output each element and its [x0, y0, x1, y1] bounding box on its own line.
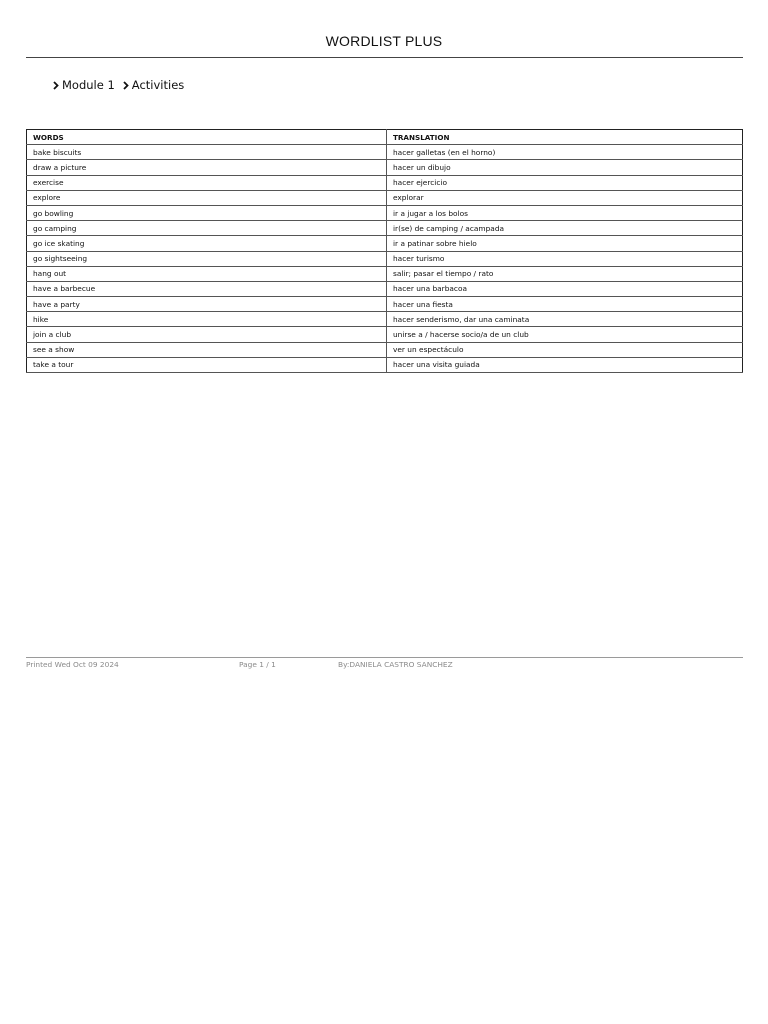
table-row — [27, 236, 743, 251]
translation-cell: hacer senderismo, dar una caminata — [387, 312, 743, 327]
table-row — [27, 221, 743, 236]
translation-cell: explorar — [387, 190, 743, 205]
word-cell: hike — [27, 312, 387, 327]
translation-cell: ir(se) de camping / acampada — [387, 221, 743, 236]
word-cell: join a club — [27, 327, 387, 342]
translation-cell: hacer una barbacoa — [387, 281, 743, 296]
table-header-row — [27, 130, 743, 145]
chevron-right-icon — [121, 78, 132, 92]
translation-cell: hacer galletas (en el horno) — [387, 145, 743, 160]
footer-page-number: Page 1 / 1 — [239, 660, 276, 669]
table-row — [27, 190, 743, 205]
table-row — [27, 312, 743, 327]
word-cell: go bowling — [27, 205, 387, 220]
table-row — [27, 175, 743, 190]
table-row — [27, 160, 743, 175]
table-row — [27, 357, 743, 372]
breadcrumb-item-module[interactable]: Module 1 — [62, 78, 115, 92]
translation-cell: hacer turismo — [387, 251, 743, 266]
word-cell: take a tour — [27, 357, 387, 372]
table-row — [27, 297, 743, 312]
footer-divider — [26, 657, 743, 658]
breadcrumb — [51, 78, 190, 92]
footer-printed-date: Printed Wed Oct 09 2024 — [26, 660, 119, 669]
translation-cell: hacer una visita guiada — [387, 357, 743, 372]
wordlist-table — [26, 129, 743, 373]
breadcrumb-item-activities[interactable]: Activities — [131, 78, 185, 92]
word-cell: go camping — [27, 221, 387, 236]
table-row — [27, 266, 743, 281]
word-cell: see a show — [27, 342, 387, 357]
word-cell: hang out — [27, 266, 387, 281]
page-title: WORDLIST PLUS — [325, 33, 443, 49]
chevron-right-icon — [51, 78, 62, 92]
translation-cell: ir a jugar a los bolos — [387, 205, 743, 220]
column-header-words: WORDS — [27, 130, 387, 145]
word-cell: have a party — [27, 297, 387, 312]
word-cell: bake biscuits — [27, 145, 387, 160]
footer-author: By:DANIELA CASTRO SANCHEZ — [338, 660, 453, 669]
translation-cell: ver un espectáculo — [387, 342, 743, 357]
table-row — [27, 281, 743, 296]
table-row — [27, 327, 743, 342]
word-cell: go sightseeing — [27, 251, 387, 266]
title-divider — [26, 57, 743, 58]
column-header-translation: TRANSLATION — [387, 130, 743, 145]
word-cell: explore — [27, 190, 387, 205]
translation-cell: hacer ejercicio — [387, 175, 743, 190]
word-cell: have a barbecue — [27, 281, 387, 296]
translation-cell: hacer un dibujo — [387, 160, 743, 175]
word-cell: exercise — [27, 175, 387, 190]
word-cell: go ice skating — [27, 236, 387, 251]
table-row — [27, 342, 743, 357]
table-row — [27, 205, 743, 220]
word-cell: draw a picture — [27, 160, 387, 175]
translation-cell: ir a patinar sobre hielo — [387, 236, 743, 251]
translation-cell: salir; pasar el tiempo / rato — [387, 266, 743, 281]
table-row — [27, 251, 743, 266]
translation-cell: unirse a / hacerse socio/a de un club — [387, 327, 743, 342]
translation-cell: hacer una fiesta — [387, 297, 743, 312]
table-row — [27, 145, 743, 160]
